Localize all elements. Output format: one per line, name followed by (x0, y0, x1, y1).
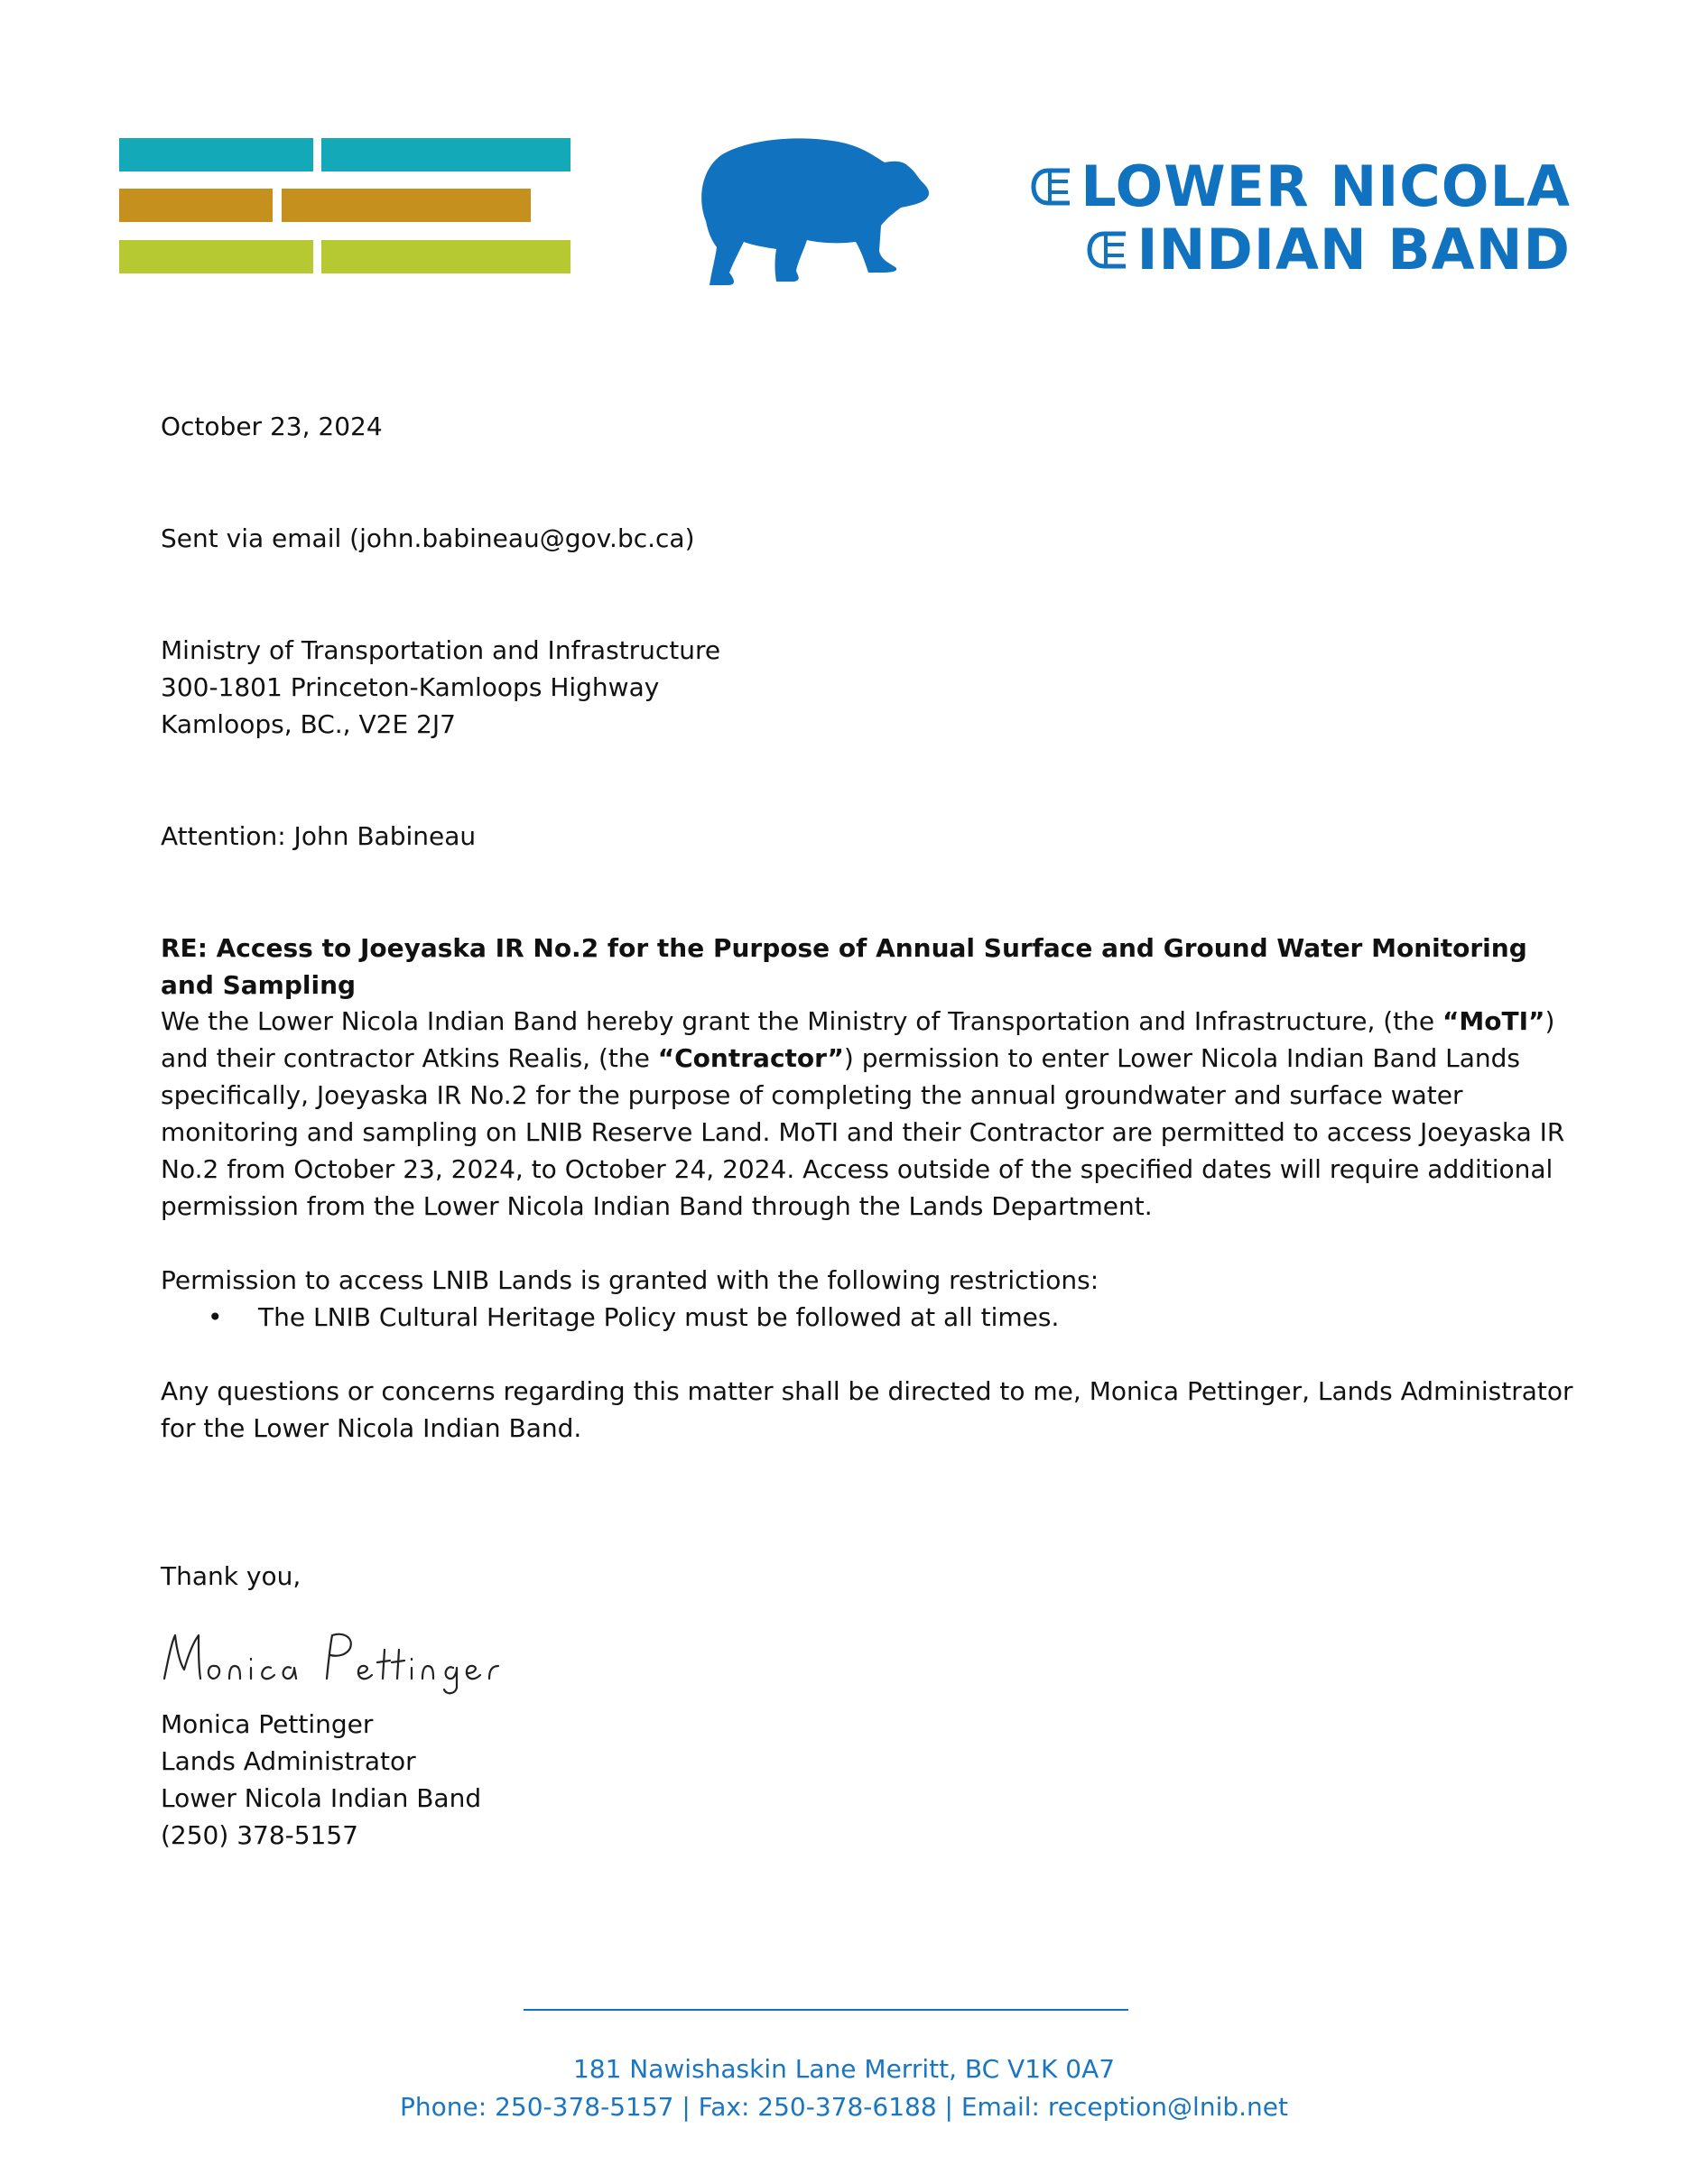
paragraph-1-text (161, 1003, 1587, 1225)
recipient-line-3: Kamloops, BC., V2E 2J7 (161, 709, 456, 739)
signer-block (161, 1706, 1587, 1854)
teal-bar-right (321, 138, 570, 171)
moti-defined-term: “MoTI” (1442, 1006, 1545, 1036)
recipient-address (161, 632, 1587, 743)
paragraph-1-part-2: ) and their contractor Atkins Realis, (the (161, 1006, 1555, 1073)
list-item-text: The LNIB Cultural Heritage Policy must be followed at all times. (258, 1302, 1060, 1332)
drum-emblem-icon (1084, 227, 1131, 273)
signer-organization: Lower Nicola Indian Band (161, 1783, 482, 1813)
paragraph-1-part-3: ) permission to enter Lower Nicola Indian Band Lands specifically, Joeyaska IR No.2 for the purpose of completing the annual groundwater and surface water monitoring and sampling on LNIB Reserve Land. MoTI and their Contractor are permitted to access Joeyaska IR No.2 from October 23, 2024, to October 24, 2024. Access outside of the specified dates will require additional permission from the Lower Nicola Indian Band through the Lands Department. (161, 1043, 1565, 1221)
body-paragraph-3 (161, 1373, 1587, 1447)
contractor-defined-term: “Contractor” (657, 1043, 844, 1073)
ochre-bar-right (282, 189, 531, 222)
closing-line (161, 1558, 1587, 1595)
recipient-line-1: Ministry of Transportation and Infrastructure (161, 635, 721, 665)
body-paragraph-1 (161, 1003, 1587, 1225)
subject-line (161, 930, 1587, 1004)
handwritten-signature (159, 1624, 538, 1697)
ochre-bar-left (119, 189, 273, 222)
attention-text: Attention: John Babineau (161, 821, 477, 851)
list-item (208, 1299, 1587, 1336)
subject-text: RE: Access to Joeyaska IR No.2 for the Purpose of Annual Surface and Ground Water Monitoring and Sampling (161, 933, 1527, 1000)
signer-phone: (250) 378-5157 (161, 1820, 358, 1850)
footer-contact: Phone: 250-378-5157 | Fax: 250-378-6188 | Email: reception@lnib.net (400, 2092, 1288, 2122)
restrictions-section (161, 1262, 1587, 1336)
paragraph-3-text: Any questions or concerns regarding this matter shall be directed to me, Monica Pettinger, Lands Administrator for the Lower Nicola Indian Band. (161, 1376, 1573, 1443)
recipient-line-2: 300-1801 Princeton-Kamloops Highway (161, 672, 660, 702)
organization-wordmark (975, 155, 1571, 282)
bear-logo-icon (688, 135, 932, 289)
letterhead-color-bars (119, 138, 570, 273)
signer-title: Lands Administrator (161, 1746, 416, 1776)
teal-bar-left (119, 138, 313, 171)
closing-text: Thank you, (161, 1561, 301, 1591)
wordmark-text-line-2: INDIAN BAND (1136, 217, 1571, 282)
bullet-icon: • (208, 1302, 223, 1332)
lime-bar-left (119, 240, 313, 273)
lime-bar-right (321, 240, 570, 273)
wordmark-line-1 (975, 155, 1571, 218)
delivery-line (161, 520, 1587, 557)
signer-name: Monica Pettinger (161, 1709, 374, 1739)
letter-date (161, 408, 1587, 445)
attention-line (161, 818, 1587, 855)
letter-footer (0, 2050, 1688, 2126)
wordmark-line-2 (975, 218, 1571, 282)
footer-divider (524, 2009, 1128, 2011)
restrictions-intro: Permission to access LNIB Lands is granted with the following restrictions: (161, 1265, 1099, 1295)
wordmark-text-line-1: LOWER NICOLA (1081, 153, 1571, 219)
drum-emblem-icon (1028, 163, 1075, 210)
paragraph-1-part-1: We the Lower Nicola Indian Band hereby grant the Ministry of Transportation and Infrastructure, (the (161, 1006, 1443, 1036)
footer-address: 181 Nawishaskin Lane Merritt, BC V1K 0A7 (572, 2054, 1116, 2084)
date-text: October 23, 2024 (161, 412, 383, 441)
delivery-text: Sent via email (john.babineau@gov.bc.ca) (161, 523, 695, 553)
